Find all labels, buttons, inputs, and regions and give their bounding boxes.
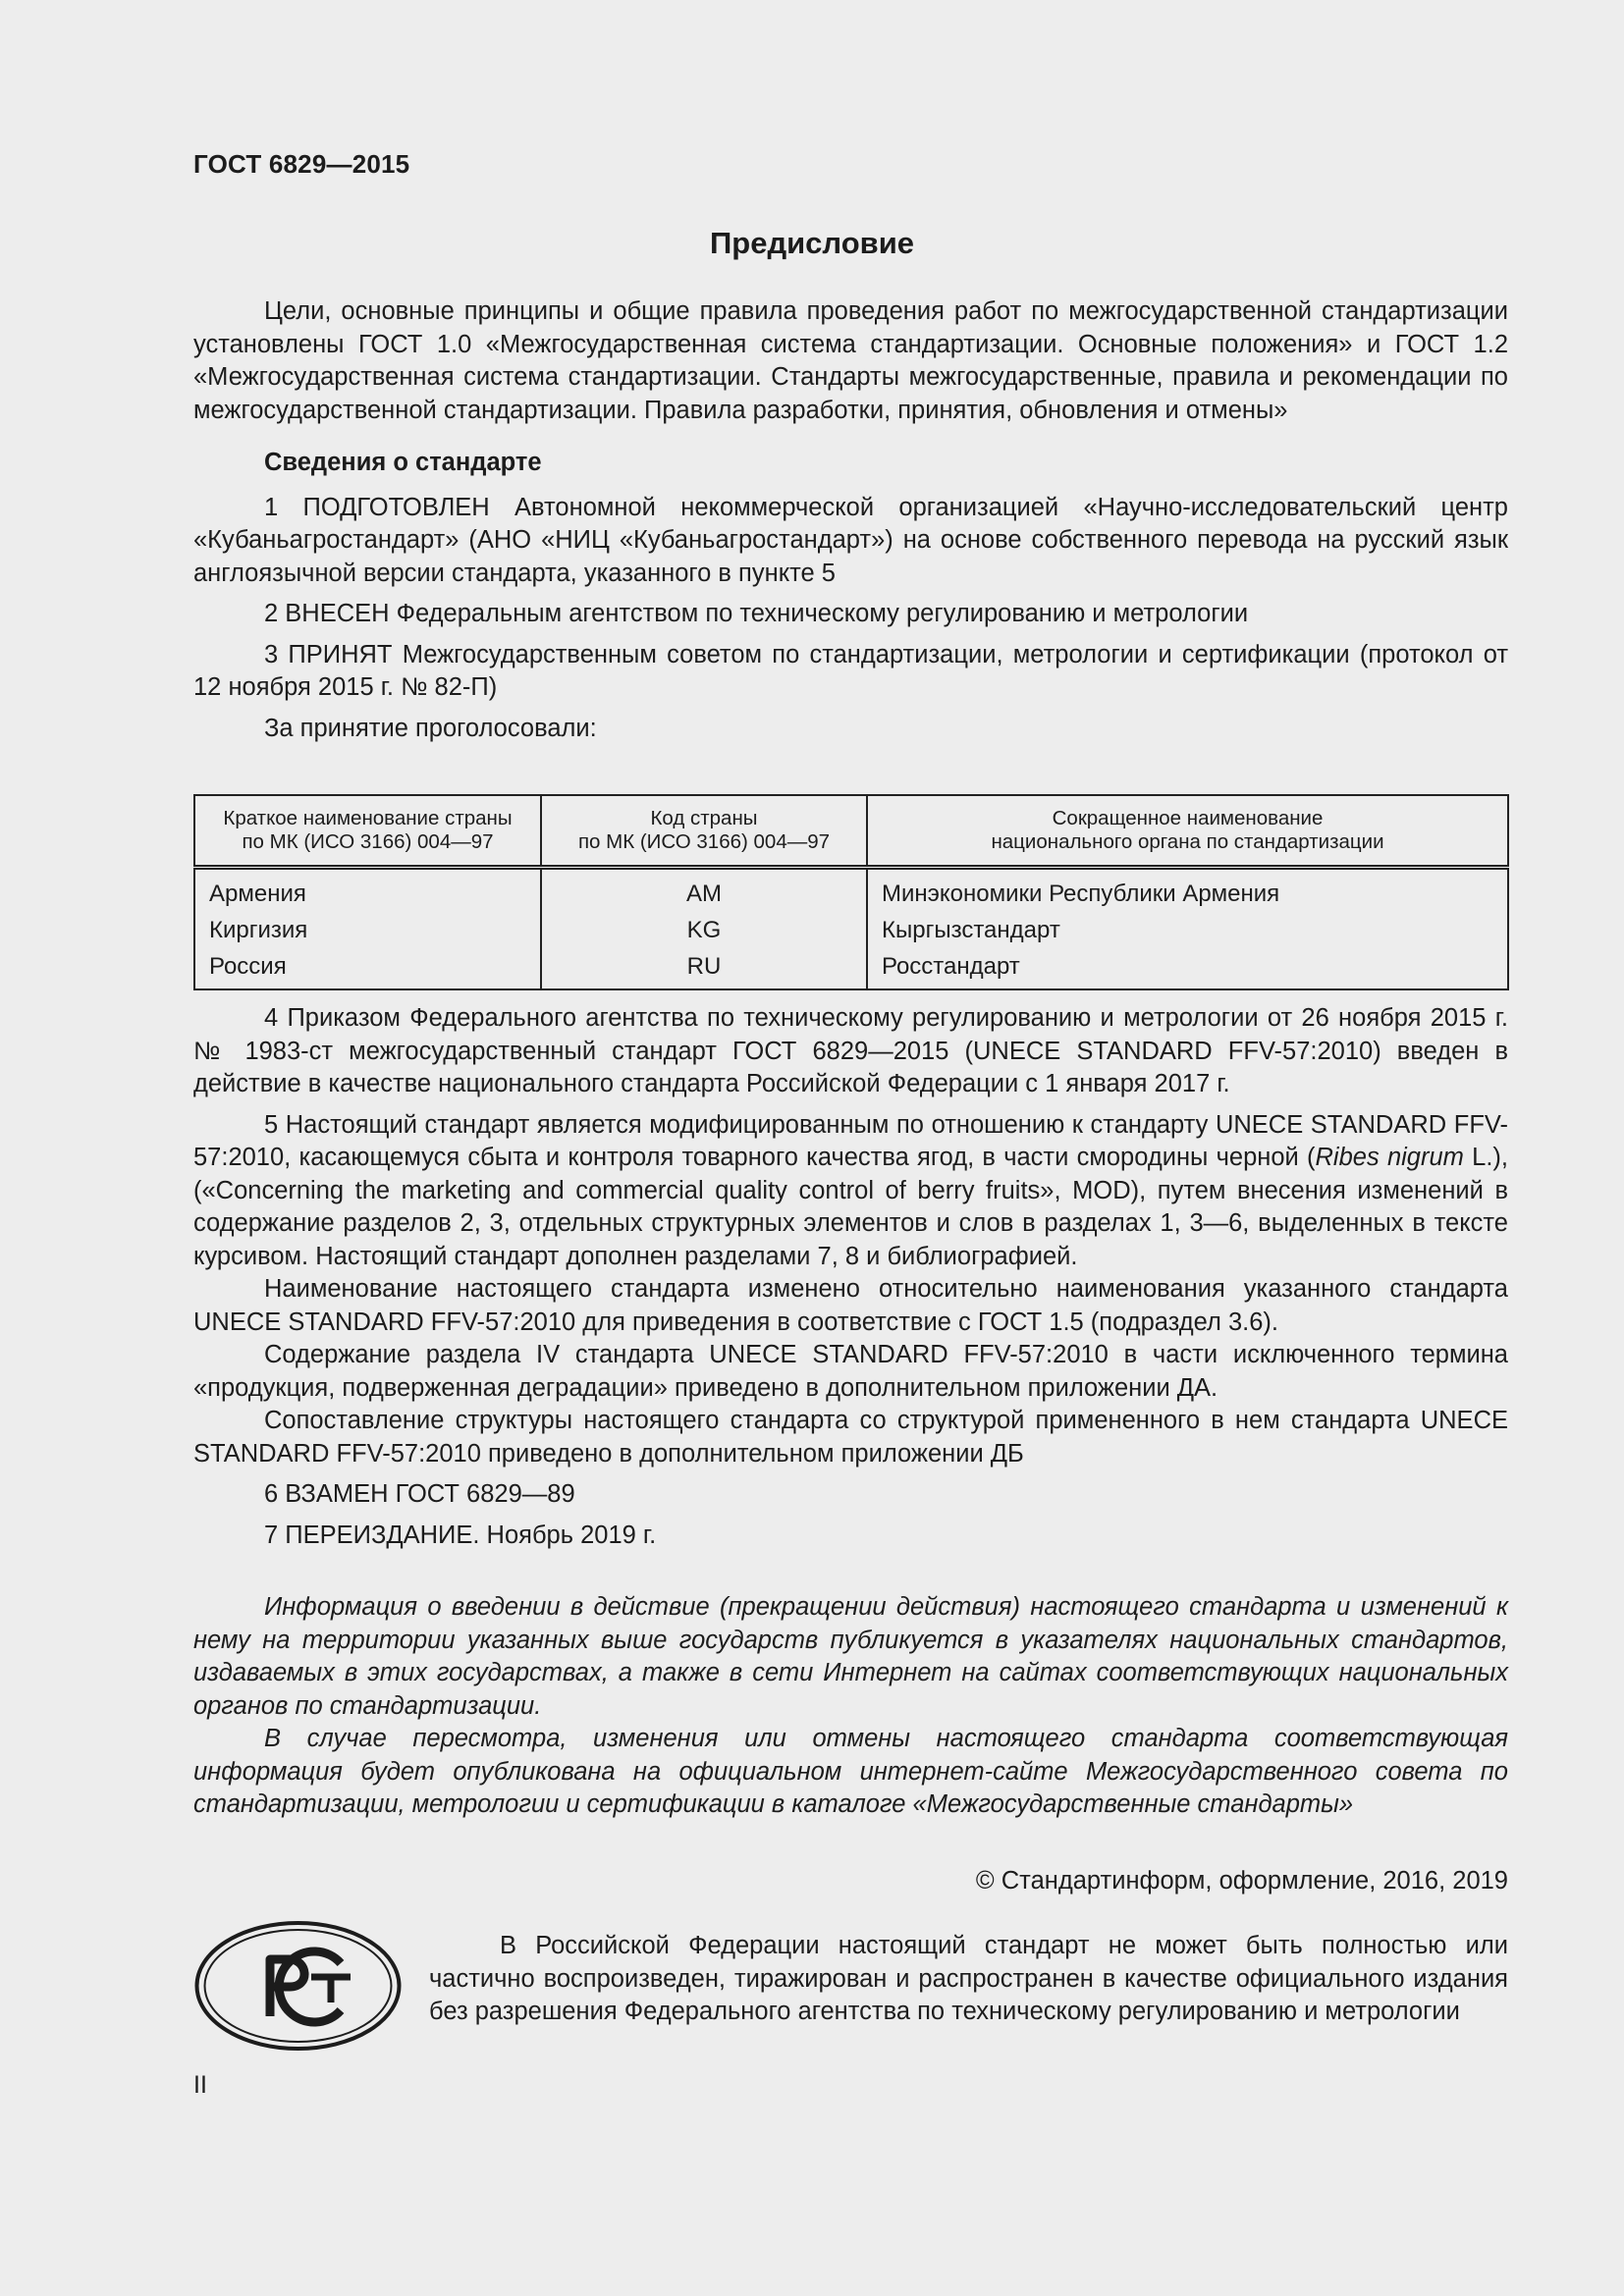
body-cell: Кыргызстандарт [882, 916, 1060, 943]
rst-logo-icon [193, 1920, 403, 2052]
header-code: Код страны по МК (ИСО 3166) 004—97 [541, 795, 867, 868]
note-1: Информация о введении в действие (прекращении действия) настоящего стандарта и изменений к нему на территории указанных выше государств публикуется в указателях национальных стандартов, издаваемых в этих государствах, а также в сети Интернет на сайтах соответствующих национальных органов по стандартизации. [193, 1593, 1508, 1720]
item-4: 4 Приказом Федерального агентства по техническому регулированию и метрологии от 26 ноября 2015 г. № 1983-ст межгосударственный стандарт ГОСТ 6829—2015 (UNECE STANDARD FFV-57:2010) введен в действие в качестве национального стандарта Российской Федерации с 1 января 2017 г. [193, 1004, 1508, 1097]
items-block [193, 1002, 1508, 1552]
item-6: 6 ВЗАМЕН ГОСТ 6829—89 [264, 1480, 575, 1508]
page-title: Предисловие [709, 226, 914, 260]
country-cell: Киргизия [194, 912, 541, 948]
item-5-p2: Наименование настоящего стандарта изменено относительно наименования указанного стандарта UNECE STANDARD FFV-57:2010 для приведения в соответствие с ГОСТ 1.5 (подраздел 3.6). [193, 1275, 1508, 1336]
countries-table [193, 794, 1509, 990]
document-code: ГОСТ 6829—2015 [193, 149, 410, 179]
item-5-p3: Содержание раздела IV стандарта UNECE STANDARD FFV-57:2010 в части исключенного термина «продукция, подверженная деградации» приведено в дополнительном приложении ДА. [193, 1341, 1508, 1402]
country-cell: Армения [194, 868, 541, 913]
table-row [194, 948, 1508, 989]
item-2: 2 ВНЕСЕН Федеральным агентством по техническому регулированию и метрологии [264, 600, 1249, 627]
item-3: 3 ПРИНЯТ Межгосударственным советом по стандартизации, метрологии и сертификации (протокол от 12 ноября 2015 г. № 82-П) [193, 640, 1508, 701]
header-body: Сокращенное наименование национального органа по стандартизации [867, 795, 1508, 868]
code-cell: KG [541, 912, 867, 948]
item-5-p4: Сопоставление структуры настоящего стандарта со структурой примененного в нем стандарта UNECE STANDARD FFV-57:2010 приведено в дополнительном приложении ДБ [193, 1407, 1508, 1468]
item-5: 5 Настоящий стандарт является модифицированным по отношению к стандарту UNECE STANDARD FFV-57:2010, касающемуся сбыта и контроля товарного качества ягод, в части смородины черной (Ribes nigrum L.), («Concerning the marketing and commercial quality control of berry fruits», MOD), путем внесения изменений в содержание разделов 2, 3, отдельных структурных элементов и слов в разделах 1, 3—6, выделенных в тексте курсивом. Настоящий стандарт дополнен разделами 7, 8 и библиографией. [193, 1110, 1508, 1270]
item-7: 7 ПЕРЕИЗДАНИЕ. Ноябрь 2019 г. [264, 1521, 657, 1549]
intro-paragraph: Цели, основные принципы и общие правила проведения работ по межгосударственной стандартизации установлены ГОСТ 1.0 «Межгосударственная система стандартизации. Основные положения» и ГОСТ 1.2 «Межгосударственная система стандартизации. Стандарты межгосударственные, правила и рекомендации по межгосударственной стандартизации. Правила разработки, принятия, обновления и отмены» [193, 297, 1508, 424]
reproduction-notice: В Российской Федерации настоящий стандарт не может быть полностью или частично воспроизведен, тиражирован и распространен в качестве официального издания без разрешения Федерального агентства по техническому регулированию и метрологии [429, 1932, 1508, 2025]
intro-block [193, 295, 1508, 745]
table-row [194, 912, 1508, 948]
header-country: Краткое наименование страны по МК (ИСО 3166) 004—97 [194, 795, 541, 868]
latin-name: Ribes nigrum [1315, 1144, 1464, 1171]
copyright: © Стандартинформ, оформление, 2016, 2019 [975, 1867, 1508, 1895]
country-cell: Россия [194, 948, 541, 989]
info-heading: Сведения о стандарте [264, 449, 542, 476]
body-cell: Минэкономики Республики Армения [882, 880, 1280, 907]
voted-label: За принятие проголосовали: [264, 714, 597, 742]
copyright-block [193, 1865, 1508, 1898]
item-1: 1 ПОДГОТОВЛЕН Автономной некоммерческой организацией «Научно-исследовательский центр «Кубаньагростандарт» (АНО «НИЦ «Кубаньагростандарт») на основе собственного перевода на русский язык англоязычной версии стандарта, указанного в пункте 5 [193, 493, 1508, 587]
page-number: II [193, 2071, 207, 2099]
code-cell: RU [541, 948, 867, 989]
table-row [194, 868, 1508, 913]
body-cell: Росстандарт [882, 952, 1020, 980]
note-2: В случае пересмотра, изменения или отмены настоящего стандарта соответствующая информация будет опубликована на официальном интернет-сайте Межгосударственного совета по стандартизации, метрологии и сертификации в каталоге «Межгосударственные стандарты» [193, 1725, 1508, 1818]
code-cell: AM [541, 868, 867, 913]
notes-block [193, 1591, 1508, 1822]
